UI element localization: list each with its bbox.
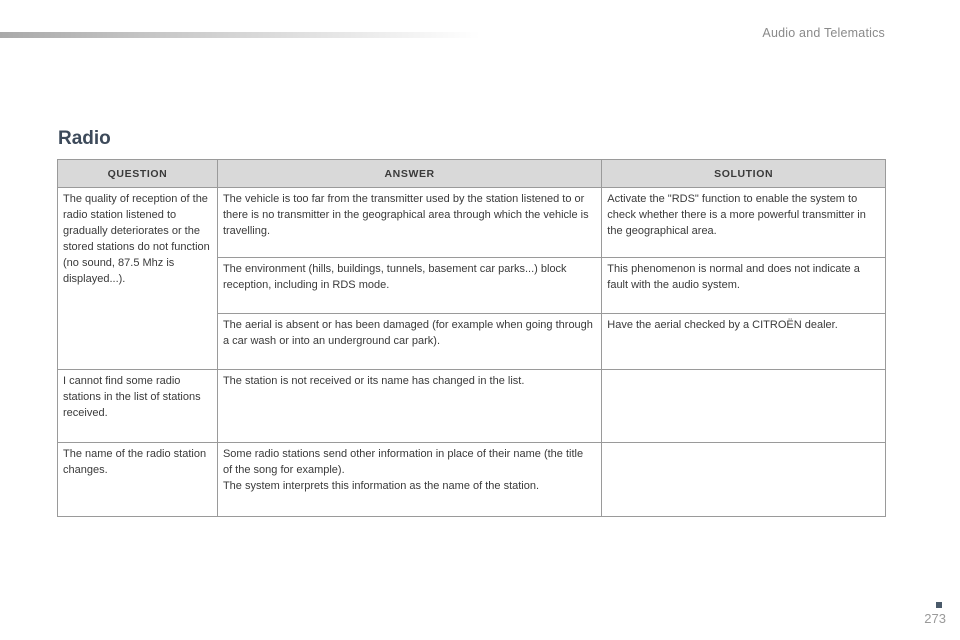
answer-cell: The aerial is absent or has been damaged (for example when going through a car wash or into an underground car park). xyxy=(217,314,601,370)
page-number: 273 xyxy=(924,611,946,626)
answer-cell: The station is not received or its name has changed in the list. xyxy=(217,370,601,443)
column-header-solution: SOLUTION xyxy=(602,160,886,188)
answer-cell: The vehicle is too far from the transmitter used by the station listened to or there is no transmitter in the geographical area through which the vehicle is travelling. xyxy=(217,188,601,258)
solution-cell: This phenomenon is normal and does not indicate a fault with the audio system. xyxy=(602,258,886,314)
solution-cell xyxy=(602,370,886,443)
question-cell: The name of the radio station changes. xyxy=(58,443,218,517)
solution-cell xyxy=(602,443,886,517)
top-decorative-bar xyxy=(0,32,480,38)
column-header-question: QUESTION xyxy=(58,160,218,188)
solution-cell: Have the aerial checked by a CITROËN dealer. xyxy=(602,314,886,370)
table-row xyxy=(58,443,886,517)
troubleshooting-table xyxy=(57,159,886,517)
question-cell: I cannot find some radio stations in the list of stations received. xyxy=(58,370,218,443)
answer-cell: The environment (hills, buildings, tunnels, basement car parks...) block reception, including in RDS mode. xyxy=(217,258,601,314)
column-header-answer: ANSWER xyxy=(217,160,601,188)
page-marker xyxy=(936,602,942,608)
answer-cell: Some radio stations send other information in place of their name (the title of the song for example). The system interprets this information as the name of the station. xyxy=(217,443,601,517)
solution-cell: Activate the "RDS" function to enable the system to check whether there is a more powerful transmitter in the geographical area. xyxy=(602,188,886,258)
section-header: Audio and Telematics xyxy=(762,26,885,40)
table-header-row xyxy=(58,160,886,188)
table-row xyxy=(58,188,886,258)
page-title: Radio xyxy=(58,128,111,149)
question-cell: The quality of reception of the radio station listened to gradually deteriorates or the stored stations do not function (no sound, 87.5 Mhz is displayed...). xyxy=(58,188,218,370)
table-row xyxy=(58,370,886,443)
